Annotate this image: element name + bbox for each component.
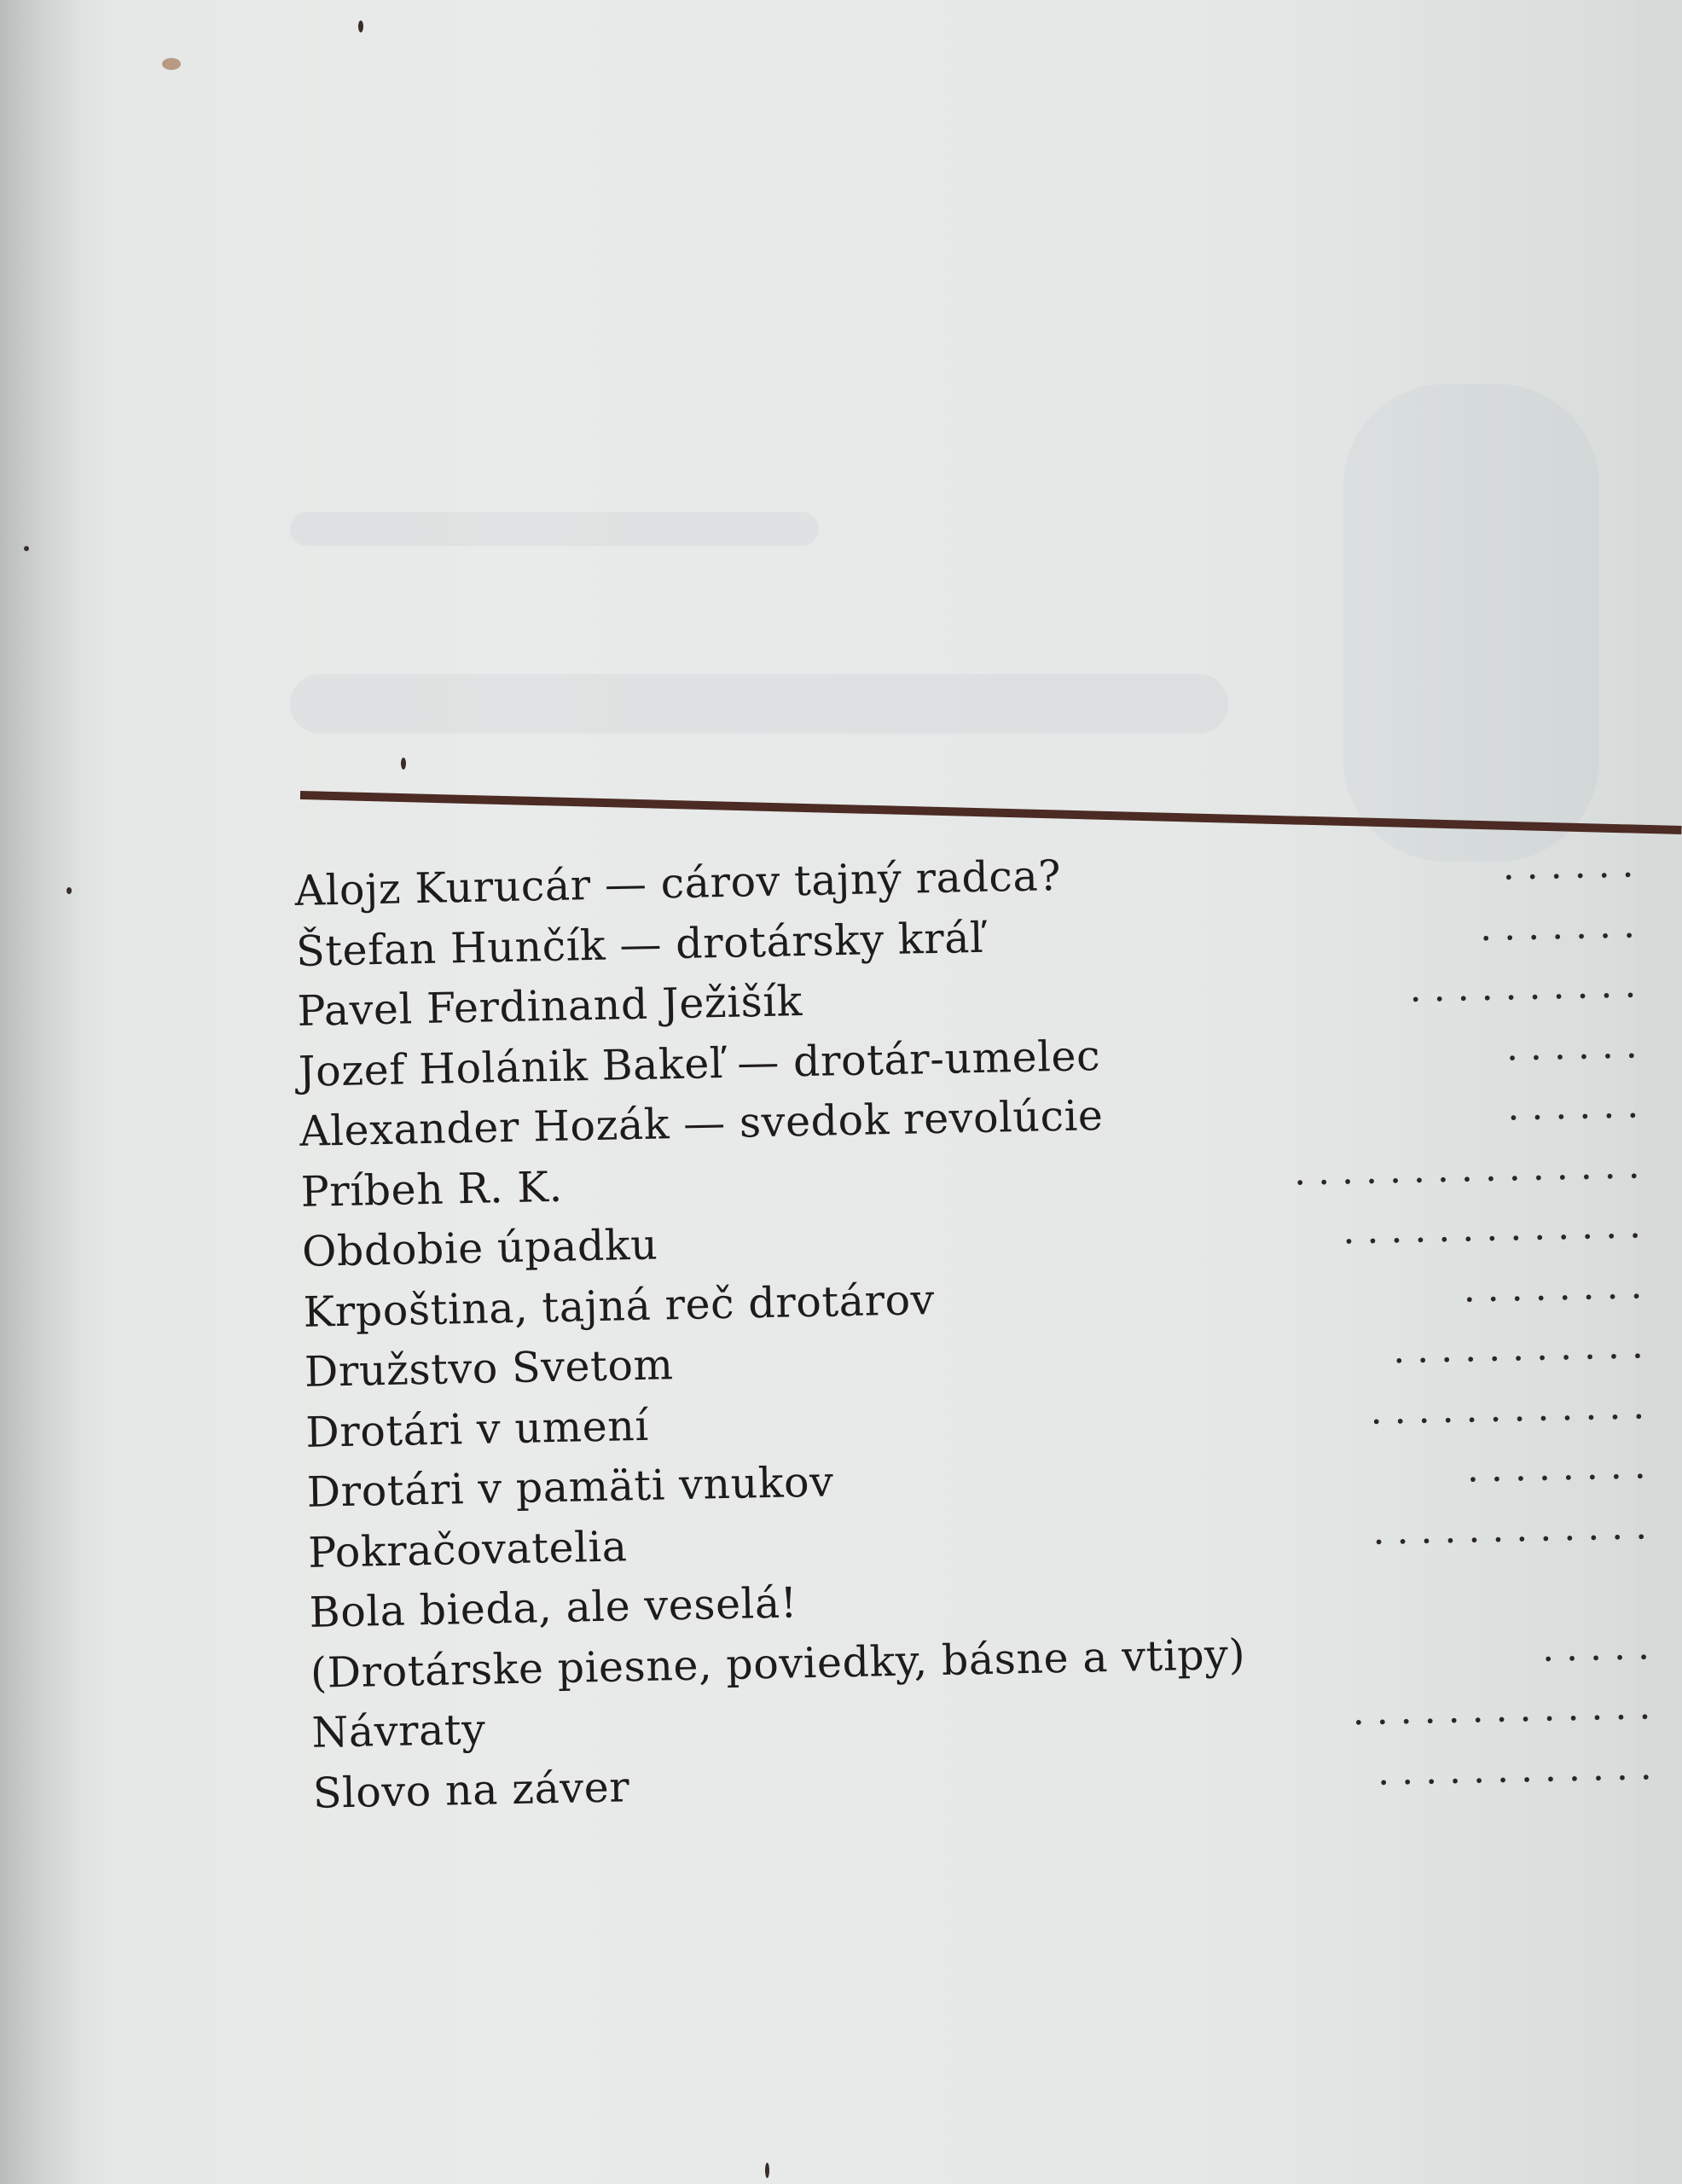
toc-entry-title: Pokračovatelia <box>307 1521 629 1577</box>
paper-speck <box>765 2163 769 2178</box>
toc-entry-title: Návraty <box>310 1705 487 1757</box>
paper-speck <box>401 758 406 770</box>
toc-entry-title: Bola bieda, ale veselá! <box>309 1578 798 1637</box>
toc-entry-title: Jozef Holánik Bakeľ — drotár-umelec <box>298 1031 1101 1096</box>
toc-entry-leader: . . . . . . . . . . . . <box>1372 1503 1648 1554</box>
toc-entry-leader: . . . . . . . . . . . . <box>1369 1383 1645 1433</box>
bleed-through-text <box>290 512 1314 819</box>
toc-entry-leader: . . . . . . . . . . . . . <box>1342 1203 1642 1253</box>
book-binding-shadow <box>0 0 81 2184</box>
toc-entry-title: Príbeh R. K. <box>300 1162 564 1217</box>
toc-entry-leader: . . . . . . . . . . . . . <box>1352 1684 1651 1734</box>
paper-speck <box>358 20 363 32</box>
paper-speck <box>24 546 29 551</box>
toc-entry-leader: . . . . . . . . . . . . <box>1377 1744 1653 1794</box>
table-of-contents <box>294 834 1652 1823</box>
toc-entry-title: Slovo na záver <box>312 1762 630 1818</box>
toc-entry-leader: . . . . . . . . . . . . . . . <box>1293 1142 1640 1194</box>
bleed-through-illustration <box>1343 384 1599 862</box>
paper-speck <box>162 58 181 70</box>
toc-entry-leader: . . . . . . <box>1506 1083 1639 1130</box>
toc-entry-title: Alojz Kurucár — cárov tajný radca? <box>294 851 1062 915</box>
toc-entry-leader: . . . . . . . . <box>1466 1443 1647 1491</box>
toc-entry-title: Družstvo Svetom <box>304 1340 675 1397</box>
toc-entry-leader: . . . . . . <box>1502 842 1634 889</box>
toc-entry-leader: . . . . . <box>1541 1623 1650 1670</box>
toc-entry-leader: . . . . . . . . <box>1463 1263 1643 1311</box>
toc-entry-title: Drotári v umení <box>304 1401 650 1457</box>
toc-entry-title: (Drotárske piesne, poviedky, básne a vtipy) <box>310 1629 1246 1698</box>
paper-speck <box>67 887 72 894</box>
toc-entry-title: Pavel Ferdinand Ježišík <box>296 977 803 1036</box>
toc-entry-title: Alexander Hozák — svedok revolúcie <box>299 1091 1104 1156</box>
toc-entry-leader: . . . . . . . . . . . <box>1392 1323 1644 1373</box>
toc-entry-title: Drotári v pamäti vnukov <box>306 1457 835 1517</box>
toc-entry-leader: . . . . . . <box>1505 1022 1638 1070</box>
toc-entry-title: Štefan Hunčík — drotársky kráľ <box>295 913 984 976</box>
toc-entry-leader: . . . . . . . <box>1479 902 1636 950</box>
toc-entry-leader: . . . . . . . . . . <box>1408 962 1637 1011</box>
toc-entry-title: Obdobie úpadku <box>301 1220 658 1276</box>
toc-entry-title: Krpoština, tajná reč drotárov <box>303 1275 936 1337</box>
